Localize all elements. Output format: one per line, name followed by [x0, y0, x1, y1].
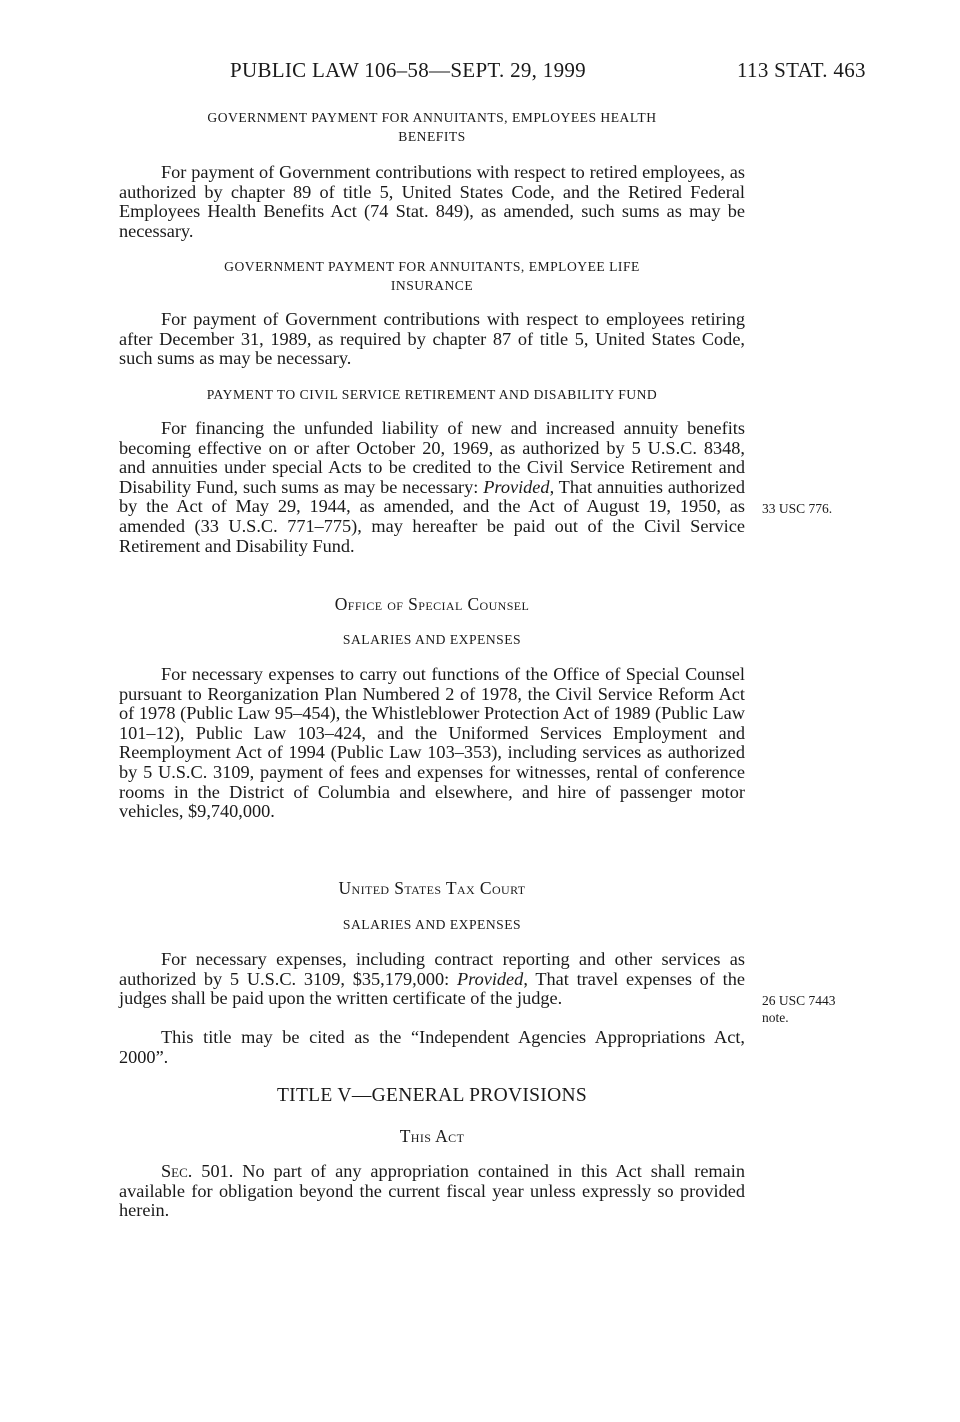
- office-special-counsel-heading: Office of Special Counsel: [334, 594, 530, 614]
- osc-salaries-heading: SALARIES AND EXPENSES: [342, 632, 522, 647]
- heading-line: BENEFITS: [398, 129, 466, 144]
- margin-note-33-usc: 33 USC 776.: [762, 501, 833, 516]
- statute-page-number: 113 STAT. 463: [737, 58, 866, 82]
- paragraph-text: . 501. No part of any appropriation contained in this Act shall remain available for obligation beyond the current fiscal year unless expressly so provided herein.: [119, 1161, 745, 1221]
- section-501-paragraph: [119, 1162, 745, 1221]
- life-insurance-heading: [119, 257, 745, 295]
- running-header: [0, 58, 960, 86]
- life-insurance-paragraph: For payment of Government contributions with respect to employees retiring after December 31, 1989, as required by chapter 87 of title 5, United States Code, such sums as may be necessary.: [119, 309, 745, 369]
- heading-line: INSURANCE: [390, 278, 474, 293]
- osc-paragraph: For necessary expenses to carry out functions of the Office of Special Counsel pursuant to Reorganization Plan Numbered 2 of 1978, the Civil Service Reform Act of 1978 (Public Law 95–454), the Whistleblower Protection Act of 1989 (Public Law 101–12), Public Law 103–424, and the Uniformed Services Employment and Reemployment Act of 1994 (Public Law 103–353), including services as authorized by 5 U.S.C. 3109, payment of fees and expenses for witnesses, rental of conference rooms in the District of Columbia and elsewhere, and hire of passenger motor vehicles, $9,740,000.: [119, 664, 745, 822]
- note-line: 26 USC 7443: [762, 993, 836, 1008]
- health-benefits-paragraph: For payment of Government contributions with respect to retired employees, as authorized by chapter 89 of title 5, United States Code, and the Retired Federal Employees Health Benefits Act (74 Stat. 849), as amended, such sums as may be necessary.: [119, 162, 745, 241]
- retirement-fund-heading: PAYMENT TO CIVIL SERVICE RETIREMENT AND DISABILITY FUND: [206, 387, 658, 402]
- paragraph-text: For financing the unfunded liability of new and increased annuity benefits becoming effective on or after October 20, 1969, as authorized by 5 U.S.C. 8348, and annuities under special Acts to be credited to the Civil Service Retirement and Disability Fund, such sums as may be necessary:: [119, 418, 745, 497]
- public-law-citation: PUBLIC LAW 106–58—SEPT. 29, 1999: [230, 58, 586, 82]
- provided-italic: Provided: [456, 968, 524, 989]
- retirement-fund-paragraph: [119, 419, 745, 556]
- heading-line: GOVERNMENT PAYMENT FOR ANNUITANTS, EMPLOYEE LIFE: [224, 259, 640, 274]
- note-line: note.: [762, 1010, 789, 1025]
- heading-line: GOVERNMENT PAYMENT FOR ANNUITANTS, EMPLOYEES HEALTH: [207, 110, 657, 125]
- tax-court-heading: United States Tax Court: [338, 878, 526, 898]
- health-benefits-heading: [119, 108, 745, 146]
- title-v-heading: TITLE V—GENERAL PROVISIONS: [276, 1085, 588, 1106]
- margin-note-26-usc: [762, 992, 872, 1026]
- paragraph-text: , That annuities authorized by the Act of May 29, 1944, as amended, and the Act of August 19, 1950, as amended (33 U.S.C. 771–775), may hereafter be paid out of the Civil Service Retirement and Disability Fund.: [119, 476, 745, 556]
- tax-court-salaries-heading: SALARIES AND EXPENSES: [342, 917, 522, 932]
- provided-italic: Provided: [483, 476, 550, 497]
- paragraph-text: , That travel expenses of the judges shall be paid upon the written certificate of the judge.: [119, 968, 745, 1009]
- paragraph-text: For necessary expenses, including contract reporting and other services as authorized by 5 U.S.C. 3109, $35,179,000:: [119, 949, 745, 989]
- tax-court-paragraph: [119, 950, 745, 1009]
- this-act-heading: This Act: [399, 1126, 465, 1146]
- citation-paragraph: This title may be cited as the “Independent Agencies Appropriations Act, 2000”.: [119, 1027, 745, 1067]
- sec-label: Sec: [161, 1161, 188, 1181]
